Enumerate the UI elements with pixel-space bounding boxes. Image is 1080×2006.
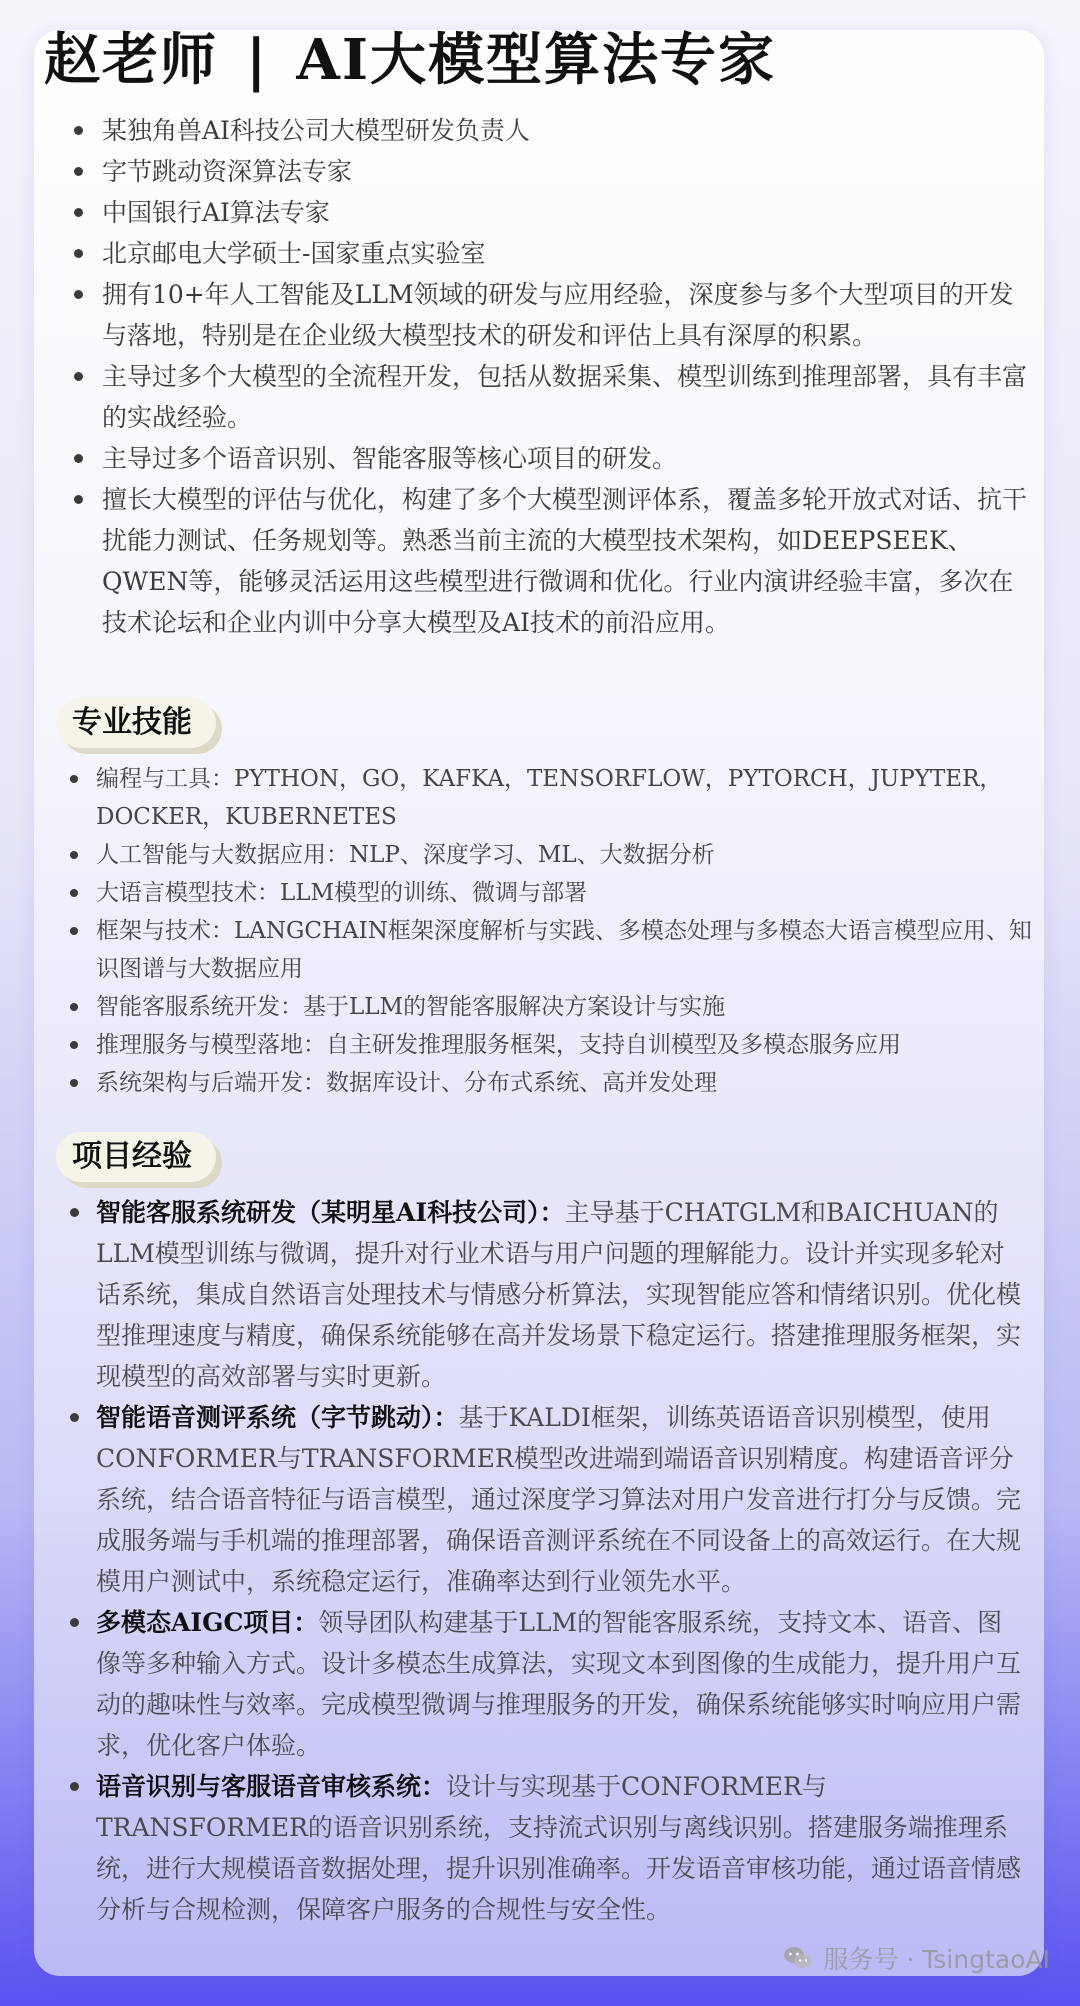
bio-item: 字节跳动资深算法专家 (68, 151, 1028, 192)
projects-list (64, 1192, 1026, 1930)
skills-section-title: 专业技能 (56, 698, 216, 748)
projects-section-title: 项目经验 (56, 1132, 216, 1182)
skill-item: 大语言模型技术：LLM模型的训练、微调与部署 (64, 874, 1032, 912)
project-item (64, 1397, 1026, 1602)
skill-item: 框架与技术：LANGCHAIN框架深度解析与实践、多模态处理与多模态大语言模型应用、知识图谱与大数据应用 (64, 912, 1032, 988)
project-title: 智能客服系统研发（某明星AI科技公司）： (96, 1198, 565, 1227)
project-item (64, 1192, 1026, 1397)
bio-item: 北京邮电大学硕士-国家重点实验室 (68, 233, 1028, 274)
bio-item: 主导过多个语音识别、智能客服等核心项目的研发。 (68, 438, 1028, 479)
watermark-text: 服务号 · TsingtaoAI (823, 1945, 1050, 1974)
skill-item: 人工智能与大数据应用：NLP、深度学习、ML、大数据分析 (64, 836, 1032, 874)
skill-item: 智能客服系统开发：基于LLM的智能客服解决方案设计与实施 (64, 988, 1032, 1026)
teacher-name: 赵老师 (44, 27, 218, 93)
bio-item: 拥有10+年人工智能及LLM领域的研发与应用经验，深度参与多个大型项目的开发与落地，特别是在企业级大模型技术的研发和评估上具有深厚的积累。 (68, 274, 1028, 356)
title-separator: | (246, 27, 269, 93)
project-description: 主导基于CHATGLM和BAICHUAN的LLM模型训练与微调，提升对行业术语与用户问题的理解能力。设计并实现多轮对话系统，集成自然语言处理技术与情感分析算法，实现智能应答和情绪识别。优化模型推理速度与精度，确保系统能够在高并发场景下稳定运行。搭建推理服务框架，实现模型的高效部署与实时更新。 (96, 1198, 1022, 1391)
project-item (64, 1602, 1026, 1766)
project-title: 语音识别与客服语音审核系统： (96, 1772, 447, 1801)
wechat-icon (783, 1945, 813, 1971)
watermark (783, 1940, 1050, 1976)
skill-item: 推理服务与模型落地：自主研发推理服务框架，支持自训模型及多模态服务应用 (64, 1026, 1032, 1064)
skills-list (64, 760, 1032, 1102)
bio-item: 某独角兽AI科技公司大模型研发负责人 (68, 110, 1028, 151)
project-title: 多模态AIGC项目： (96, 1608, 319, 1637)
bio-item: 主导过多个大模型的全流程开发，包括从数据采集、模型训练到推理部署，具有丰富的实战经验。 (68, 356, 1028, 438)
bio-item: 中国银行AI算法专家 (68, 192, 1028, 233)
project-item (64, 1766, 1026, 1930)
bio-list (68, 110, 1028, 643)
page-title (44, 20, 776, 100)
project-description: 设计与实现基于CONFORMER与TRANSFORMER的语音识别系统，支持流式识别与离线识别。搭建服务端推理系统，进行大规模语音数据处理，提升识别准确率。开发语音审核功能，通过语音情感分析与合规检测，保障客户服务的合规性与安全性。 (96, 1772, 1022, 1924)
project-description: 基于KALDI框架，训练英语语音识别模型，使用CONFORMER与TRANSFORMER模型改进端到端语音识别精度。构建语音评分系统，结合语音特征与语言模型，通过深度学习算法对用户发音进行打分与反馈。完成服务端与手机端的推理部署，确保语音测评系统在不同设备上的高效运行。在大规模用户测试中，系统稳定运行，准确率达到行业领先水平。 (96, 1403, 1022, 1596)
skill-item: 系统架构与后端开发：数据库设计、分布式系统、高并发处理 (64, 1064, 1032, 1102)
teacher-role: AI大模型算法专家 (296, 27, 777, 93)
bio-item: 擅长大模型的评估与优化，构建了多个大模型测评体系，覆盖多轮开放式对话、抗干扰能力测试、任务规划等。熟悉当前主流的大模型技术架构，如DEEPSEEK、QWEN等，能够灵活运用这些模型进行微调和优化。行业内演讲经验丰富，多次在技术论坛和企业内训中分享大模型及AI技术的前沿应用。 (68, 479, 1028, 643)
project-title: 智能语音测评系统（字节跳动）： (96, 1403, 459, 1432)
project-description: 领导团队构建基于LLM的智能客服系统，支持文本、语音、图像等多种输入方式。设计多模态生成算法，实现文本到图像的生成能力，提升用户互动的趣味性与效率。完成模型微调与推理服务的开发，确保系统能够实时响应用户需求，优化客户体验。 (96, 1608, 1022, 1760)
skill-item: 编程与工具：PYTHON，GO，KAFKA，TENSORFLOW，PYTORCH，JUPYTER，DOCKER，KUBERNETES (64, 760, 1032, 836)
